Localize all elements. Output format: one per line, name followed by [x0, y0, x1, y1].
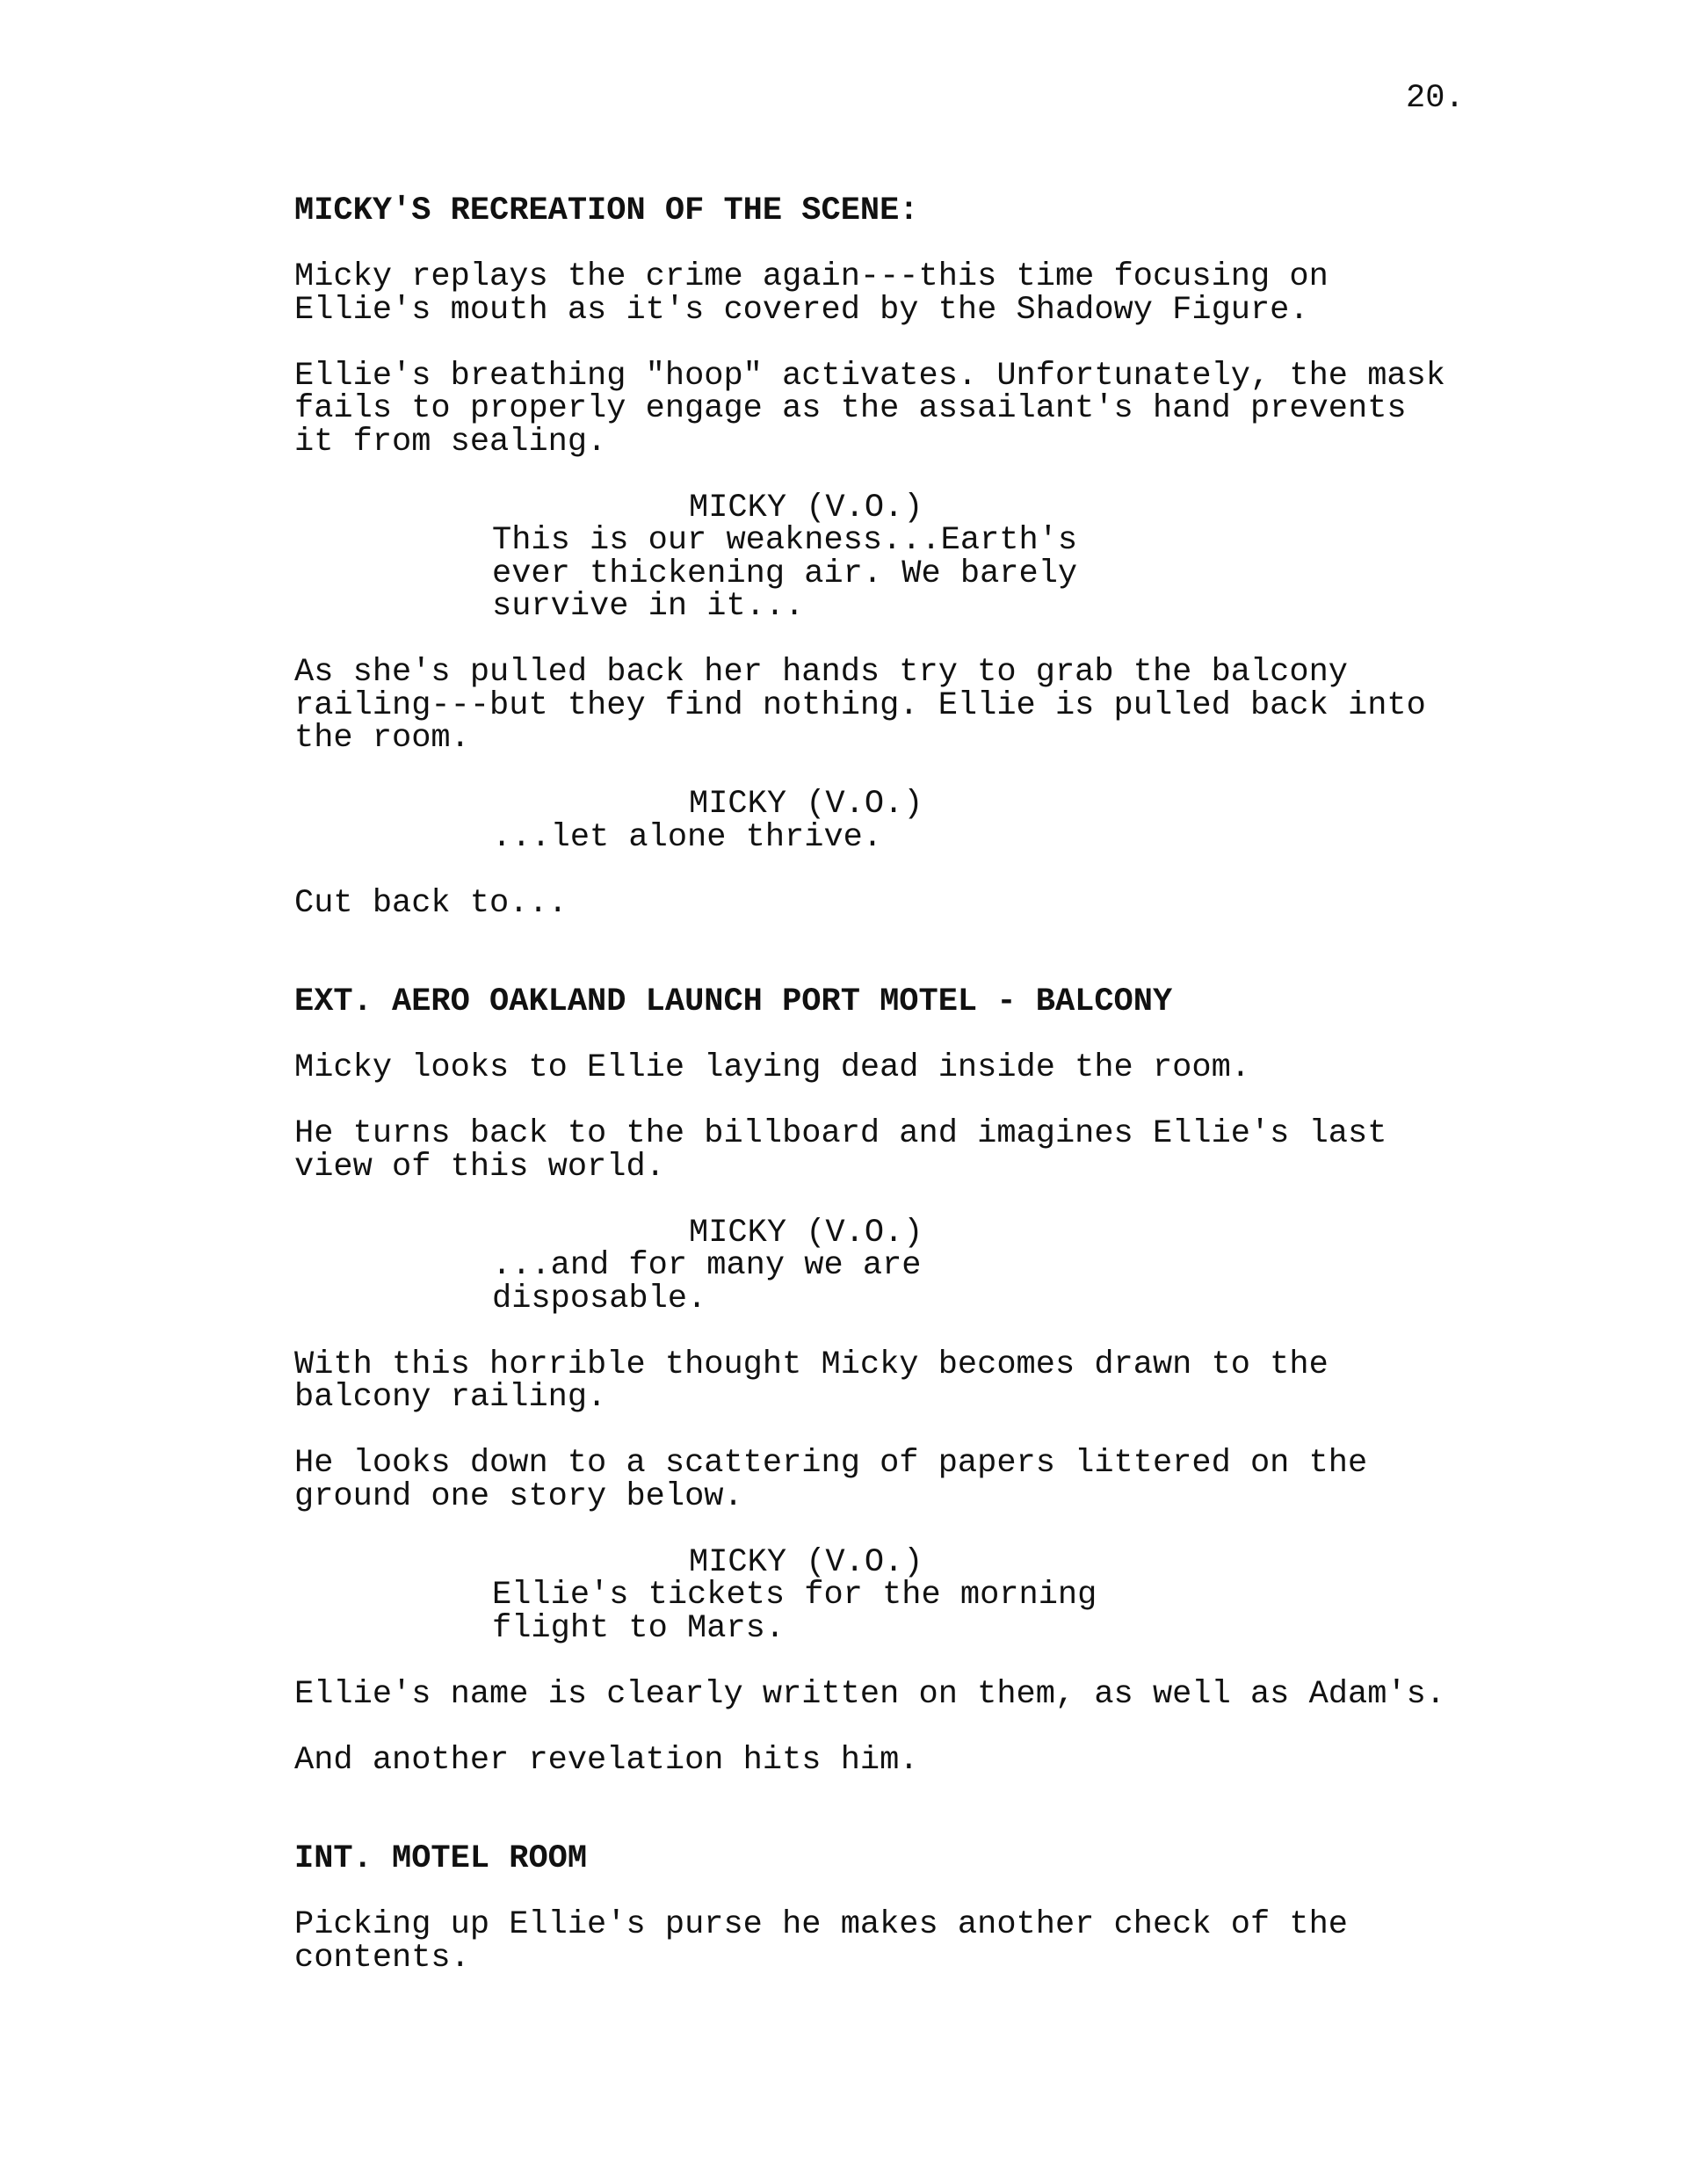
scene-heading: INT. MOTEL ROOM [294, 1840, 588, 1877]
dialogue-text: ...let alone thrive. [492, 818, 883, 856]
scene-heading: MICKY'S RECREATION OF THE SCENE: [294, 192, 919, 229]
action-line: Micky looks to Ellie laying dead inside the room. [294, 1049, 1250, 1086]
action-line: He turns back to the billboard and imagines Ellie's last view of this world. [294, 1115, 1387, 1186]
character-cue: MICKY (V.O.) [689, 1214, 923, 1252]
dialogue-text: This is our weakness...Earth's ever thickening air. We barely survive in it... [492, 522, 1078, 625]
dialogue-text: ...and for many we are disposable. [492, 1247, 941, 1317]
character-cue: MICKY (V.O.) [689, 1543, 923, 1581]
action-line: He looks down to a scattering of papers littered on the ground one story below. [294, 1445, 1368, 1515]
scene-break-spacer [294, 1810, 1489, 1844]
dialogue-block [294, 489, 1489, 625]
script-body [294, 192, 1489, 2008]
character-cue: MICKY (V.O.) [689, 489, 923, 526]
action-line: Micky replays the crime again---this time focusing on Ellie's mouth as it's covered by the Shadowy Figure. [294, 258, 1329, 329]
action-line: Cut back to... [294, 884, 568, 922]
dialogue-block [294, 788, 1489, 854]
action-line: With this horrible thought Micky becomes drawn to the balcony railing. [294, 1346, 1329, 1416]
action-line: Ellie's name is clearly written on them, as well as Adam's. [294, 1675, 1446, 1713]
action-line: As she's pulled back her hands try to grab the balcony railing---but they find nothing. Ellie is pulled back into the room. [294, 654, 1426, 757]
scene-break-spacer [294, 954, 1489, 987]
scene-heading: EXT. AERO OAKLAND LAUNCH PORT MOTEL - BALCONY [294, 983, 1173, 1020]
character-cue: MICKY (V.O.) [689, 786, 923, 823]
page-number: 20. [1406, 80, 1465, 117]
dialogue-text: Ellie's tickets for the morning flight to Mars. [492, 1577, 1097, 1647]
action-line: Picking up Ellie's purse he makes another check of the contents. [294, 1906, 1348, 1977]
action-line: Ellie's breathing "hoop" activates. Unfortunately, the mask fails to properly engage as the assailant's hand prevents it from sealing. [294, 357, 1446, 461]
dialogue-block [294, 1214, 1489, 1317]
action-line: And another revelation hits him. [294, 1741, 919, 1779]
dialogue-block [294, 1543, 1489, 1647]
